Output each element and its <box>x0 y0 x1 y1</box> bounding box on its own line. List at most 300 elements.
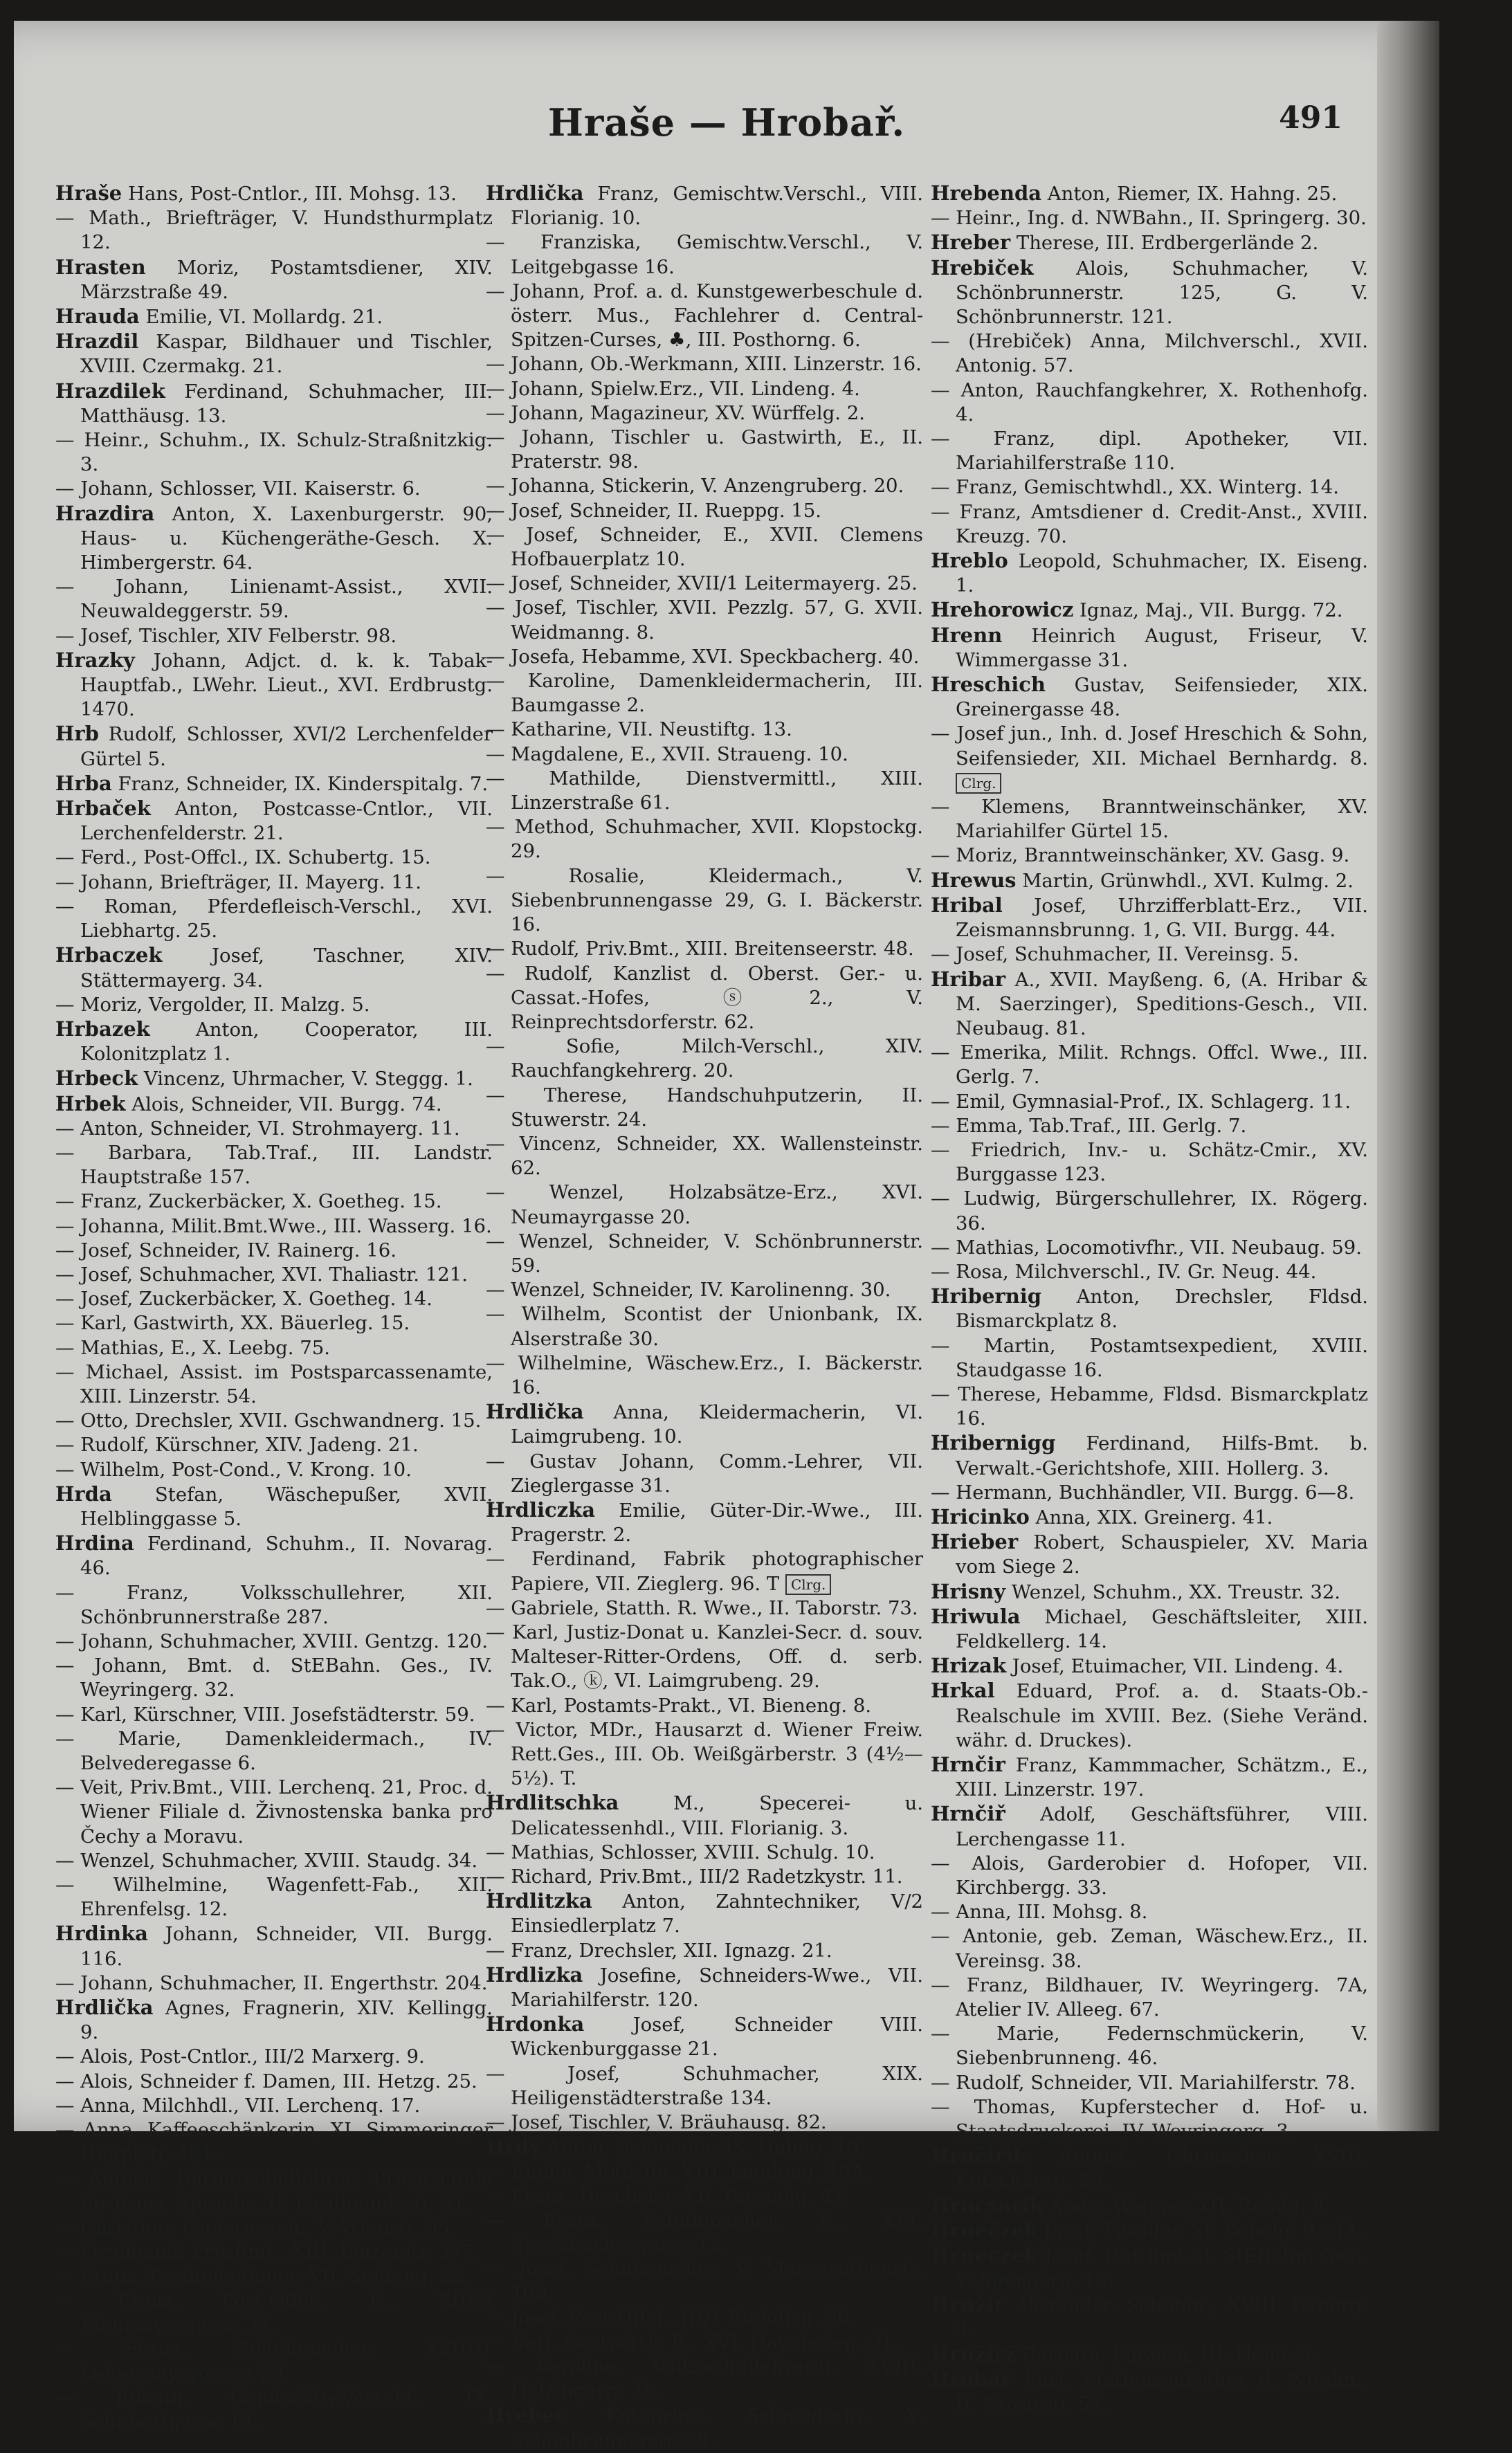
surname: Hrobař <box>931 2367 1012 2391</box>
directory-entry <box>931 942 1368 967</box>
directory-entry <box>55 1239 493 1263</box>
entry-text: Anna, XIX. Greinerg. 41. <box>1029 1506 1273 1529</box>
entry-text: — Veit, Priv.Bmt., VIII. Lerchenq. 21, Proc. d. Wiener Filiale d. Živnostenska banka pro Čechy a Moravu. <box>55 1776 493 1848</box>
entry-text: — Karl, Postamts-Prakt., VI. Bieneng. 8. <box>486 1694 872 1717</box>
directory-entry <box>55 379 493 428</box>
directory-entry <box>486 499 923 523</box>
directory-entry <box>931 1654 1368 1679</box>
surname: Hrebec <box>486 2403 567 2427</box>
entry-text: — Emilie, Modistin, VIII. Laudong. 49A. <box>486 2160 871 2183</box>
directory-entry <box>931 1605 1368 1654</box>
entry-text: Vincenz, Uhrmacher, V. Steggg. 1. <box>138 1068 473 1091</box>
entry-text: — Antonie, geb. Zeman, Wäschew.Erz., II. Vereinsg. 38. <box>931 1925 1368 1972</box>
directory-entry <box>55 1630 493 1654</box>
entry-text: Heinrich August, Friseur, V. Wimmergasse 31. <box>956 624 1368 671</box>
entry-text: Alois, Schuhmacher, V. Schönbrunnerstr. 125, G. V. Schönbrunnerstr. 121. <box>956 257 1368 329</box>
entry-text: Emilie, VI. Mollardg. 21. <box>139 306 383 329</box>
entry-text: — Wilhelm, Scontist der Unionbank, IX. Alserstraße 30. <box>486 1303 923 1350</box>
entry-text: — Otto, Drechsler, XVII. Gschwandnerg. 15. <box>55 1410 482 1432</box>
entry-text: — Johann, Bmt. d. StEBahn. Ges., IV. Weyringerg. 32. <box>55 1654 493 1702</box>
directory-entry <box>486 1450 923 1498</box>
directory-entry <box>486 572 923 596</box>
entry-text: — Franz, Bildhauer, IV. Weyringerg. 7A, Atelier IV. Alleeg. 67. <box>931 1973 1368 2021</box>
entry-text: — Roman, Pferdefleisch-Verschl., XVI. Liebhartg. 25. <box>55 895 493 942</box>
entry-text: — Anna, III. Mohsg. 8. <box>931 1901 1148 1924</box>
directory-entry <box>55 1433 493 1457</box>
entry-text: — Wilhelmine, Wäschew.Erz., I. Bäckerstr. 16. <box>486 1351 923 1398</box>
directory-entry <box>931 967 1368 1041</box>
surname: Hrebiček <box>931 255 1034 280</box>
directory-entry <box>931 1431 1368 1480</box>
entry-text: — Karl, Kürschner, VIII. Josefstädterstr. 59. <box>55 1703 475 1726</box>
entry-text: — Rudolf, Kanzlist d. Oberst. Ger.- u. Cassat.-Hofes, ⓢ2., V. Reinprechtsdorferstr. 62. <box>486 962 923 1033</box>
surname: Hribal <box>931 893 1003 917</box>
entry-text: Johann, Adjct. d. k. k. Tabak-Hauptfab., LWehr. Lieut., XVI. Erdbrustg. 1470. <box>80 649 493 721</box>
directory-entry <box>55 1922 493 1971</box>
surname: Hrbek <box>55 1091 126 1115</box>
entry-text: Josefine, Schneiders-Wwe., VII. Mariahilferstr. 120. <box>511 1964 923 2012</box>
entry-text: — Alois, Schneider f. Damen, III. Hetzg. 25. <box>55 2070 477 2092</box>
directory-entry <box>931 1973 1368 2022</box>
directory-entry <box>486 815 923 864</box>
directory-entry <box>55 1066 493 1091</box>
entry-text: — Johann, Prof. a. d. Kunstgewerbeschule d. österr. Mus., Fachlehrer d. Central-Spitzen-Curses, ♣, III. Posthorng. 6. <box>486 280 923 352</box>
directory-entry <box>55 1311 493 1335</box>
directory-entry <box>931 1530 1368 1579</box>
entry-text: Martin, Grünwhdl., XVI. Kulmg. 2. <box>1016 869 1354 892</box>
directory-entry <box>931 181 1368 206</box>
entry-text: — Mathilde, Dienstvermittl., XIII. Linzerstraße 61. <box>486 767 923 814</box>
directory-entry <box>55 796 493 846</box>
directory-entry <box>931 1924 1368 1973</box>
entry-text: — Mathias, Locomotivfhr., VII. Neubaug. 59. <box>931 1236 1363 1259</box>
entry-text: Katharine, Schneiderin, V. Schönbrunnerstr. 29. <box>511 2405 923 2452</box>
directory-entry <box>486 1034 923 1083</box>
surname: Hrba <box>55 771 112 795</box>
surname: Hrnečzek <box>931 2218 1038 2242</box>
directory-entry <box>55 895 493 943</box>
directory-entry <box>486 1694 923 1718</box>
entry-text: Alois, Schneider, VII. Burgg. 74. <box>125 1093 442 1115</box>
directory-entry <box>55 2045 493 2069</box>
directory-entry <box>931 549 1368 598</box>
surname: Hrkal <box>931 1679 995 1703</box>
directory-entry <box>486 864 923 938</box>
clearing-badge: Clrg. <box>956 773 1001 794</box>
entry-text: — Johann, Magazineur, XV. Würffelg. 2. <box>486 401 866 424</box>
entry-text: Michael, Geschäftsleiter, XIII. Feldkellerg. 14. <box>956 1605 1368 1652</box>
surname: Hrieber <box>931 1530 1019 1554</box>
entry-text: — Josef, Zuckerbäcker, X. Goetheg. 14. <box>55 1288 432 1311</box>
directory-entry <box>486 352 923 376</box>
entry-text: Anton, Zahntechniker, V/2 Einsiedlerplatz 7. <box>511 1890 923 1937</box>
entry-text: — Victor, MDr., Hausarzt d. Wiener Freiw. Rett.Ges., III. Ob. Weißgärberstr. 3 (4½—5½). T. <box>486 1718 923 1790</box>
entry-text: — Johanna, Stickerin, V. Anzengruberg. 20. <box>486 475 904 498</box>
entry-text: — Josef, Schuhmacher, XIX. Heiligenstädterstraße 134. <box>486 2062 923 2109</box>
directory-entry <box>486 401 923 426</box>
entry-text: — Christine, Papiergesch., V. Wienstr. 95. <box>55 2216 456 2238</box>
entry-text: Stefan, Wäschepußer, XVII. Helblinggasse 5. <box>80 1483 493 1530</box>
directory-entry <box>55 1360 493 1409</box>
entry-text: — Rudolf, Schneider, VII. Mariahilferstr. 78. <box>931 2071 1356 2094</box>
directory-entry <box>55 1581 493 1630</box>
directory-entry <box>931 500 1368 549</box>
directory-entry <box>931 2071 1368 2095</box>
directory-entry <box>486 718 923 742</box>
entry-text: — Klemens, Branntweinschänker, XV. Mariahilfer Gürtel 15. <box>931 796 1368 843</box>
entry-text: August, Uhrmacher, XVIII. Kutschkerg. 29. <box>956 2145 1368 2192</box>
directory-entry <box>486 2209 923 2257</box>
directory-entry <box>931 379 1368 427</box>
directory-entry <box>931 256 1368 330</box>
surname: Hribar <box>931 967 1006 991</box>
directory-entry <box>486 426 923 474</box>
directory-entry <box>486 1400 923 1449</box>
directory-entry <box>486 2160 923 2184</box>
entry-text: — Franz, Post-Offcl., E., XIII/3 Kienmayergasse 32. <box>55 2289 493 2336</box>
entry-text: — Josefa, Hebamme, XVI. Speckbacherg. 40. <box>486 645 920 668</box>
directory-entry <box>931 2144 1368 2193</box>
surname: Hrnčir <box>931 1753 1005 1776</box>
directory-entry <box>486 2110 923 2135</box>
entry-text: — Marie, Federnschmückerin, V. Siebenbrunneng. 46. <box>931 2023 1368 2070</box>
directory-entry <box>55 1971 493 1996</box>
entry-text: — Franz, Amtsdiener d. Credit-Anst., XVIII. Kreuzg. 70. <box>931 500 1368 547</box>
page-number: 491 <box>1279 100 1342 136</box>
directory-entry <box>931 1260 1368 1284</box>
entry-text: — Emil, Gymnasial-Prof., IX. Schlagerg. 11. <box>931 1090 1351 1113</box>
directory-entry <box>931 2194 1368 2218</box>
entry-text: — Franz, Postamtsdiener, VII. Seideng. 22. <box>55 2265 470 2288</box>
entry-text: — Anton, Schneider, VI. Strohmayerg. 11. <box>55 1117 460 1140</box>
directory-entry <box>55 2288 493 2337</box>
entry-text: — Franz, Drechsler, XII. Rosenhg. 47. <box>486 2185 850 2207</box>
directory-entry <box>55 206 493 255</box>
entry-text: — Wenzel, Holzabsätze-Erz., XVI. Neumayrgasse 20. <box>486 1181 923 1228</box>
entry-text: — Johanna, Milit.Bmt.Wwe., III. Wasserg. 16. <box>55 1214 492 1237</box>
directory-entry <box>486 2012 923 2061</box>
entry-text: — Rudolf, Kürschner, XIV. Jadeng. 21. <box>55 1434 419 1457</box>
directory-entry <box>486 1302 923 1351</box>
directory-entry <box>486 1230 923 1278</box>
directory-entry <box>931 1138 1368 1187</box>
column-3 <box>931 181 1368 2416</box>
directory-entry <box>55 477 493 501</box>
entry-text: — Ludwig, Bürgerschullehrer, IX. Rögerg. 36. <box>931 1187 1368 1234</box>
entry-text: Josef, Taschner, XIV. Stättermayerg. 34. <box>80 945 493 992</box>
entry-text: — Moriz, Vergolder, II. Malzg. 5. <box>55 993 370 1016</box>
directory-entry <box>486 962 923 1035</box>
entry-text: Anton, X. Laxenburgerstr. 90, Haus- u. Küchengeräthe-Gesch. X. Himbergerstr. 64. <box>80 502 493 574</box>
directory-entry <box>931 206 1368 230</box>
running-title: Hraše — Hrobař. <box>547 100 906 145</box>
entry-text: — Karl, Justiz-Donat u. Kanzlei-Secr. d. souv. Malteser-Ritter-Ordens, Off. d. serb. Tak.O., ⓚ, VI. Laimgrubeng. 29. <box>486 1621 923 1693</box>
entry-text: — Karoline, Damenkleidermacherin, III. Baumgasse 2. <box>486 670 923 717</box>
entry-text: Agnes, Fragnerin, XIV. Kellingg. 9. <box>80 1997 493 2044</box>
surname: Hrazdilek <box>55 379 165 403</box>
entry-text: — Gabriele, Statth. R. Wwe., II. Taborstr. 73. <box>486 1596 918 1619</box>
directory-entry <box>931 427 1368 475</box>
entry-text: Andr., Wagner, XII. Reinlg. 8. <box>1043 2194 1331 2217</box>
entry-text: Leopold, Schuhmacher, IX. Eiseng. 1. <box>956 550 1368 597</box>
entry-text: Ferdinand, Hilfs-Bmt. b. Verwalt.-Gerichtshofe, XIII. Hollerg. 3. <box>956 1432 1368 1479</box>
directory-entry <box>931 623 1368 673</box>
entry-text: — Ferd., Post-Offcl., IX. Schubertg. 15. <box>55 846 431 869</box>
directory-entry <box>486 523 923 572</box>
directory-entry <box>931 843 1368 868</box>
entry-text: — Josef, Tischler, XVII. Pezzlg. 57, G. XVII. Weidmanng. 8. <box>486 596 923 644</box>
surname: Hrdlitschka <box>486 1791 619 1815</box>
entry-text: — Franz, Gemischtwhdl., XX. Winterg. 14. <box>931 476 1340 499</box>
directory-entry <box>931 1284 1368 1333</box>
entry-text: Gustav, Seifensieder, XIX. Greinergasse 48. <box>956 674 1368 721</box>
directory-entry <box>486 1621 923 1694</box>
surname: Hrbeck <box>55 1066 138 1091</box>
directory-entry <box>486 2306 923 2331</box>
directory-entry <box>55 2167 493 2215</box>
entry-text: — August, Bürgerschullehrer, Privatschule für franz. Sprache, II. Ferdinandsstr. 31. <box>55 2167 493 2214</box>
entry-text: — Josef jun., Inh. d. Josef Hreschich & Sohn, Seifensieder, XII. Michael Bernhardg. 8. <box>931 722 1368 769</box>
directory-entry <box>55 1703 493 1727</box>
directory-entry <box>931 1753 1368 1802</box>
directory-entry <box>931 673 1368 722</box>
entry-text: M., Specerei- u. Delicatessenhdl., VIII. Florianig. 3. <box>511 1792 923 1839</box>
directory-entry <box>931 2367 1368 2416</box>
directory-entry <box>931 2095 1368 2144</box>
entry-text: — Therese, Hebamme, Fldsd. Bismarckplatz 16. <box>931 1383 1368 1430</box>
directory-entry <box>486 1791 923 1840</box>
surname: Hricinko <box>931 1504 1030 1529</box>
surname: Hreschich <box>931 673 1046 697</box>
entry-text: — Sofie, Milch-Verschl., XIV. Rauchfangkehrerg. 20. <box>486 1035 923 1082</box>
directory-entry <box>55 2094 493 2118</box>
entry-text: Eduard, Prof. a. d. Staats-Ob.-Realschule im XVIII. Bez. (Siehe Veränd. währ. d. Druckes). <box>956 1680 1368 1751</box>
directory-entry <box>486 2403 923 2452</box>
surname: Hrewus <box>931 868 1017 892</box>
surname: Hrbaček <box>55 796 151 821</box>
entry-text: — Moriz, Branntweinschänker, XV. Gasg. 9. <box>931 844 1350 867</box>
entry-text: — Heinr., Schuhm., IX. Schulz-Straßnitzkig. 3. <box>55 429 493 476</box>
directory-entry <box>486 596 923 644</box>
directory-entry <box>931 475 1368 500</box>
entry-text: — Martin, Postamtsexpedient, XVIII. Staudgasse 16. <box>931 1334 1368 1381</box>
entry-text: A., XVII. Mayßeng. 6, (A. Hribar & M. Saerzinger), Speditions-Gesch., VII. Neubaug. 81. <box>956 968 1368 1039</box>
directory-entry <box>486 767 923 815</box>
entry-text: — Johann, Gemischtw.Verschl., IX. Schubertgasse 14. <box>55 2387 493 2434</box>
directory-entry <box>55 255 493 304</box>
entry-text: — Michael, Assist. im Postsparcassenamte, XIII. Linzerstr. 54. <box>55 1360 493 1407</box>
directory-entry <box>486 1841 923 1865</box>
entry-text: — (Hrebiček) Anna, Milchverschl., XVII. Antonig. 57. <box>931 330 1368 377</box>
entry-text: Johann, Schneider, VII. Burgg. 116. <box>80 1923 493 1970</box>
entry-text: — Alois, Garderobier d. Hofoper, VII. Kirchbergg. 33. <box>931 1852 1368 1899</box>
directory-entry <box>55 1214 493 1239</box>
entry-text: — Mathias, E., X. Leebg. 75. <box>55 1336 330 1359</box>
directory-entry <box>931 1580 1368 1605</box>
directory-entry <box>931 1505 1368 1530</box>
directory-entry <box>55 1336 493 1360</box>
surname: Hrnžir <box>931 2292 1005 2317</box>
directory-entry <box>486 937 923 961</box>
entry-text: Anton, Riemer, IX. Hahng. 25. <box>1041 183 1338 205</box>
entry-text: — Emerika, Milit. Rchngs. Offcl. Wwe., III. Gerlg. 7. <box>931 1041 1368 1088</box>
surname: Hrdlička <box>486 1400 584 1424</box>
entry-text: — Katharine, VII. Neustiftg. 13. <box>486 718 792 741</box>
entry-text: Kaspar, Bildhauer und Tischler, XVIII. Czermakg. 21. <box>80 331 493 378</box>
directory-entry <box>486 742 923 767</box>
entry-text: Rudolf, Schlosser, XVI/2 Lerchenfelder Gürtel 5. <box>80 723 493 770</box>
directory-entry <box>55 428 493 477</box>
surname: Hrneczek <box>931 2243 1038 2268</box>
directory-entry <box>931 329 1368 378</box>
directory-entry <box>931 1481 1368 1505</box>
entry-text: — Josef, Post-Offcl., III/1 Rudolfsg. 36. <box>486 2306 856 2329</box>
entry-text: — Method, Schuhmacher, XVII. Klopstockg. 29. <box>486 816 923 863</box>
entry-text: — Friedrich, Inv.- u. Schätz-Cmir., XV. Burggasse 123. <box>931 1138 1368 1186</box>
entry-text: Ignaz, Maj., VII. Burgg. 72. <box>1073 599 1343 622</box>
directory-entry <box>486 1278 923 1302</box>
surname: Hrb <box>55 722 99 746</box>
entry-text: — Josef, Schuhmacher, II. Vereinsg. 5. <box>931 943 1299 966</box>
entry-text: — Heinr., Ing. d. NWBahn., II. Springerg. 30. <box>931 207 1367 230</box>
directory-entry <box>931 1114 1368 1138</box>
directory-entry <box>55 304 493 329</box>
directory-entry <box>55 648 493 722</box>
surname: Hrazky <box>55 648 135 672</box>
directory-entry <box>55 846 493 870</box>
directory-entry <box>486 1351 923 1400</box>
entry-text: Josef, Tischler, XI. Kobelg. 9—11. <box>1037 2219 1365 2242</box>
directory-entry <box>55 2118 493 2167</box>
surname: Hrnčirik <box>931 2144 1027 2168</box>
directory-entry <box>931 893 1368 942</box>
directory-entry <box>486 2331 923 2355</box>
surname: Hrdlizka <box>486 1962 583 1987</box>
entry-text: Josef, Uhrzifferblatt-Erz., VII. Zeismannsbrunng. 1, G. VII. Burgg. 44. <box>956 894 1368 942</box>
entry-text: — Josef, Schneider, XVII/1 Leitermayerg. 25. <box>486 572 918 595</box>
entry-text: — Richard, Priv.Bmt., III/2 Radetzkystr. 11. <box>486 1866 903 1888</box>
directory-entry <box>486 1865 923 1889</box>
directory-entry <box>55 2070 493 2094</box>
surname: Hraše <box>55 181 122 205</box>
entry-text: — Johann, Spielw.Erz., VII. Lindeng. 4. <box>486 377 860 400</box>
column-2 <box>486 181 923 2453</box>
entry-text: Josef, Schneider VIII. Wickenburggasse 21. <box>511 2014 923 2061</box>
entry-text: — Johann, Tischler u. Gastwirth, E., II. Praterstr. 98. <box>486 426 923 473</box>
directory-entry <box>486 377 923 401</box>
entry-text: — Emma, Tab.Traf., III. Gerlg. 7. <box>931 1114 1247 1137</box>
entry-text: — Franz, Drechsler, XII. Ignazg. 21. <box>486 1939 832 1962</box>
entry-text: — Wenzel, Schuhmacher, XVIII. Staudg. 34. <box>55 1849 478 1872</box>
directory-entry <box>55 1189 493 1214</box>
directory-entry <box>55 2240 493 2264</box>
directory-entry <box>931 1900 1368 1924</box>
surname: Hrebenda <box>931 181 1042 205</box>
surname: Hrasten <box>55 255 146 279</box>
entry-text: — Anna, Milchhdl., VII. Lerchenq. 17. <box>55 2094 421 2117</box>
surname: Hrdlička <box>486 181 584 205</box>
surname: Hrdliczka <box>486 1497 595 1522</box>
entry-text: — Johann, Ob.-Werkmann, XIII. Linzerstr. 16. <box>486 353 922 376</box>
directory-entry <box>931 1852 1368 1900</box>
entry-text: Franz, Schneider, IX. Kinderspitalg. 7. <box>111 772 489 795</box>
directory-entry <box>931 1187 1368 1235</box>
entry-text: Adolf, Geschäftsführer, VIII. Lerchengasse 11. <box>956 1803 1368 1850</box>
directory-entry <box>55 181 493 206</box>
entry-text: — Magdalene, E., XVII. Straueng. 10. <box>486 742 848 765</box>
directory-entry <box>55 1849 493 1873</box>
entry-text: — Franz, Schuhmacher, XVIII/1 Leitermayergasse 28. <box>55 2337 493 2385</box>
directory-entry <box>486 2062 923 2110</box>
entry-text: Barbara, Pußerin, III. Heug. 3. <box>1016 2343 1318 2366</box>
entry-text: — Johann, Briefträger, II. Mayerg. 11. <box>55 870 422 893</box>
entry-text: Franz, Gemischtw.Verschl., VIII. Florianig. 10. <box>511 183 923 230</box>
directory-entry <box>486 1498 923 1547</box>
entry-text: — Math., Briefträger, V. Hundsthurmplatz 12. <box>55 207 493 254</box>
directory-entry <box>55 870 493 895</box>
directory-entry <box>486 280 923 353</box>
directory-entry <box>931 2292 1368 2342</box>
entry-text: — Hermann, Buchhändler, VII. Burgg. 6—8. <box>931 1481 1355 1504</box>
entry-text: — Ferdinand, Priv.Bmt., XIII. Linzerstr. 377. <box>55 2241 480 2263</box>
entry-text: Anton, Cooperator, III. Kolonitzplatz 1. <box>80 1018 493 1066</box>
surname: Hrda <box>55 1481 112 1506</box>
directory-entry <box>55 1482 493 1531</box>
entry-text: — Josef, Schneider, IV. Rainerg. 16. <box>55 1239 397 1261</box>
surname: Hreblo <box>931 549 1008 573</box>
directory-entry <box>55 575 493 623</box>
entry-text: — Karl, Gastwirth, XX. Bäuerleg. 15. <box>55 1312 410 1335</box>
entry-text: Moriz, Postamtsdiener, XIV. Märzstraße 49. <box>80 256 493 303</box>
surname: Hrenn <box>931 623 1003 647</box>
directory-entry <box>55 1776 493 1849</box>
clearing-badge: Clrg. <box>785 1574 831 1595</box>
directory-entry <box>55 1458 493 1482</box>
directory-entry <box>931 1090 1368 1114</box>
directory-entry <box>486 230 923 279</box>
book-edge <box>1377 21 1439 2131</box>
entry-text: — Johann, Linienamt-Assist., XVII. Neuwaldeggerstr. 59. <box>55 576 493 623</box>
directory-entry <box>55 1409 493 1433</box>
entry-text: — Anna, Kaffeeschänkerin, XI. Simmeringer Hauptstr. 491. <box>55 2119 493 2166</box>
directory-entry <box>931 2243 1368 2292</box>
directory-entry <box>931 1802 1368 1851</box>
directory-entry <box>55 502 493 576</box>
entry-text: — Josef, Schneider, E., XVII. Clemens Hofbauerplatz 10. <box>486 523 923 571</box>
directory-entry <box>931 1236 1368 1260</box>
directory-entry <box>55 722 493 771</box>
directory-entry <box>931 795 1368 843</box>
directory-entry <box>931 2342 1368 2367</box>
directory-entry <box>55 2386 493 2434</box>
entry-text: Ferdinand, Schuhmacher, III. Matthäusg. 13. <box>80 380 493 427</box>
surname: Hrbaczek <box>55 943 163 967</box>
entry-text: Franz, Kammmacher, Schätzm., E., XIII. Linzerstr. 197. <box>956 1754 1368 1801</box>
directory-entry <box>931 598 1368 623</box>
entry-text: Robert, Schauspieler, XV. Maria vom Siege 2. <box>956 1531 1368 1578</box>
directory-entry <box>55 624 493 648</box>
directory-page <box>14 21 1439 2452</box>
entry-text: — Josef, Schuhmacher, XVI. Thaliastr. 121. <box>55 1263 468 1286</box>
surname: Hreber <box>931 230 1011 255</box>
surname: Hrauda <box>55 304 140 329</box>
directory-entry <box>486 669 923 718</box>
page-header <box>14 100 1439 156</box>
directory-entry <box>931 1334 1368 1383</box>
entry-text: Josef, Unt.Bmt. d. StEBahn. Ges., V. Spengerg. 16. <box>956 2245 1368 2292</box>
entry-text: — Karl, Gastwirth, E., XVI. Haymerleg. 31. <box>486 2331 900 2353</box>
directory-entry <box>55 1287 493 1311</box>
